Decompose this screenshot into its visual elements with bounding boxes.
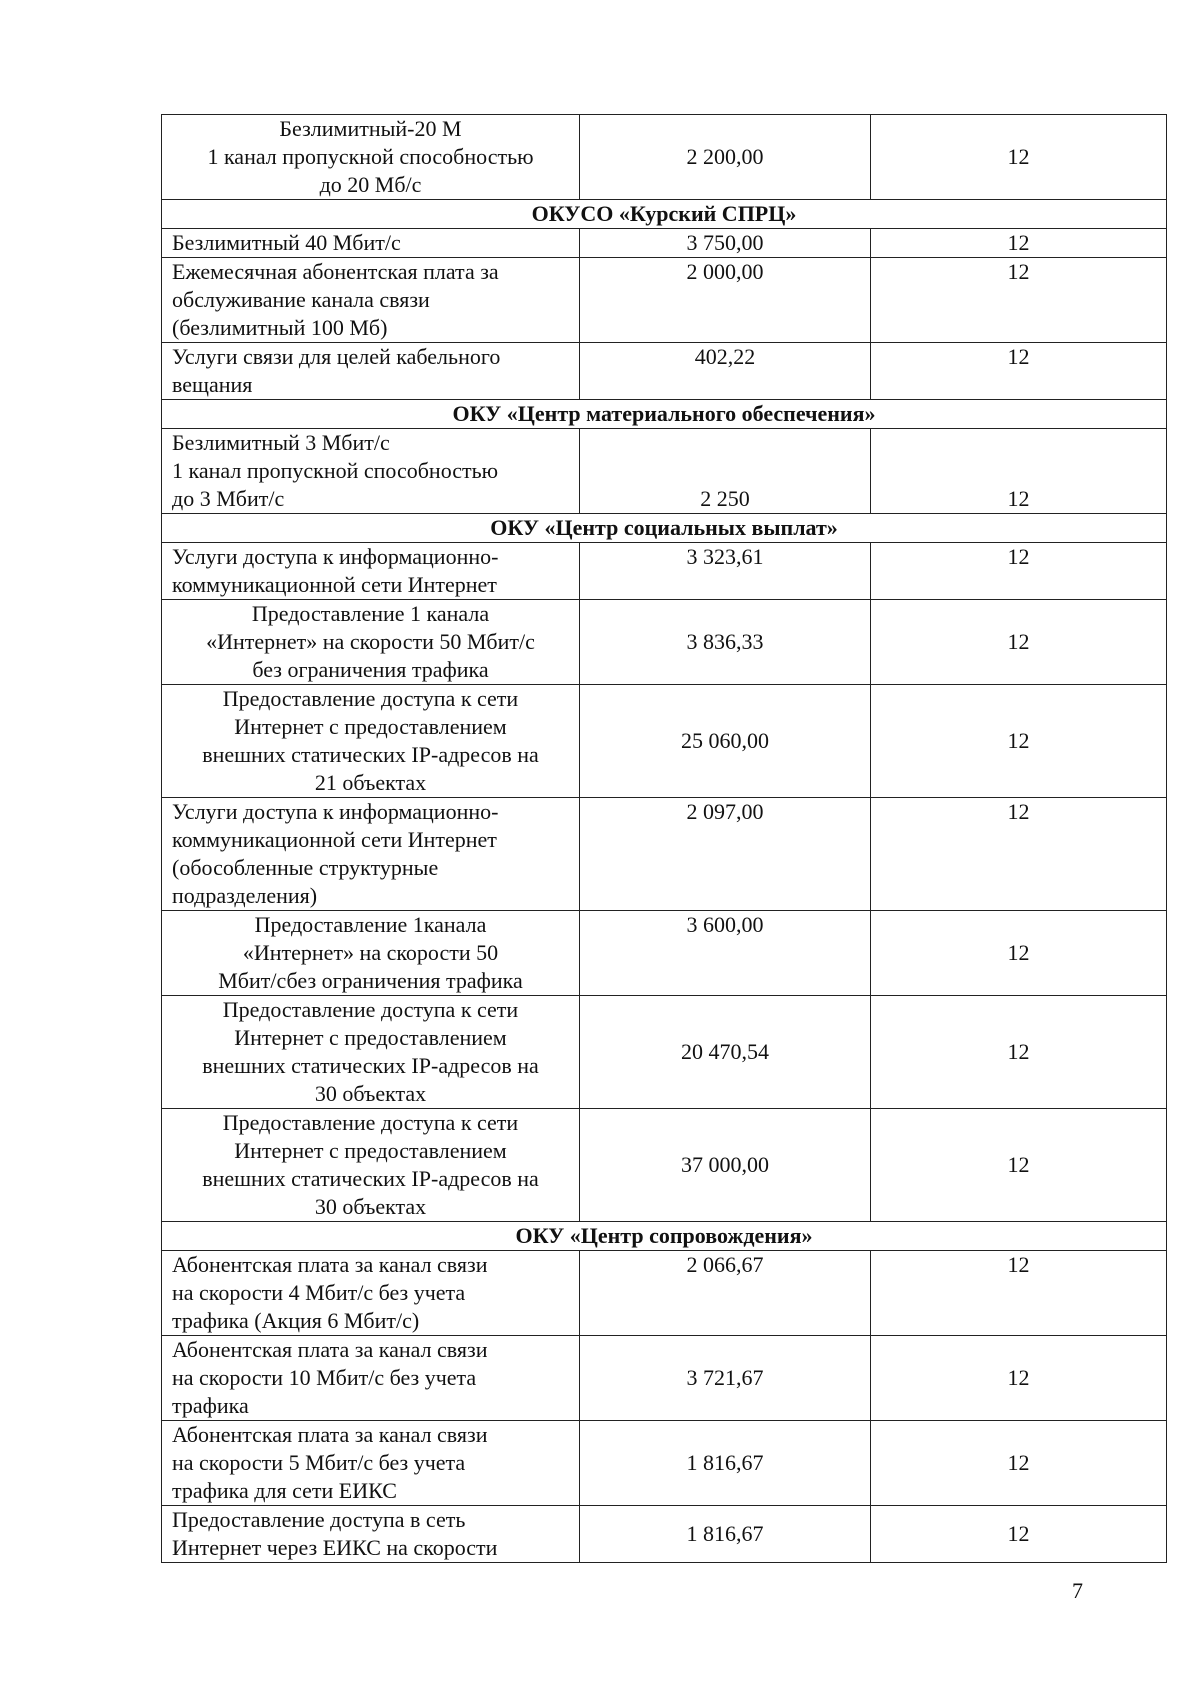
- service-description-cell: [162, 996, 580, 1109]
- table-row: [162, 429, 1167, 514]
- service-description-line: Интернет с предоставлением: [234, 1138, 507, 1163]
- months-count-cell: 12: [871, 229, 1167, 258]
- service-description-line: Безлимитный-20 М: [279, 116, 462, 141]
- service-description-line: Предоставление доступа к сети: [222, 1110, 519, 1135]
- monthly-price-cell: 3 600,00: [580, 911, 871, 996]
- service-description-line: Абонентская плата за канал связи: [172, 1337, 488, 1362]
- table-row: [162, 1251, 1167, 1336]
- service-description-cell: [162, 685, 580, 798]
- service-description-line: Абонентская плата за канал связи: [172, 1422, 488, 1447]
- monthly-price-cell: 3 323,61: [580, 543, 871, 600]
- service-description-cell: [162, 911, 580, 996]
- service-description-line: на скорости 10 Мбит/с без учета: [172, 1365, 477, 1390]
- service-description-line: внешних статических IP-адресов на: [202, 742, 539, 767]
- tariff-table-body: [162, 115, 1167, 1563]
- monthly-price-cell: 3 721,67: [580, 1336, 871, 1421]
- table-row: [162, 996, 1167, 1109]
- table-row: [162, 258, 1167, 343]
- service-description-cell: [162, 229, 580, 258]
- table-row: [162, 343, 1167, 400]
- months-count-cell: 12: [871, 115, 1167, 200]
- months-count-cell: 12: [871, 685, 1167, 798]
- table-row: [162, 115, 1167, 200]
- service-description-line: подразделения): [172, 883, 318, 908]
- service-description-line: внешних статических IP-адресов на: [202, 1053, 539, 1078]
- service-description-line: «Интернет» на скорости 50 Мбит/с: [206, 629, 535, 654]
- service-description-line: 30 объектах: [314, 1081, 427, 1106]
- service-description-line: Предоставление 1канала: [254, 912, 487, 937]
- service-description-line: внешних статических IP-адресов на: [202, 1166, 539, 1191]
- service-description-line: Предоставление доступа к сети: [222, 686, 519, 711]
- months-count-cell: 12: [871, 258, 1167, 343]
- monthly-price-cell: 1 816,67: [580, 1421, 871, 1506]
- section-header-row: [162, 400, 1167, 429]
- months-count-cell: 12: [871, 1251, 1167, 1336]
- months-count-cell: 12: [871, 1506, 1167, 1563]
- service-description-line: трафика: [172, 1393, 249, 1418]
- monthly-price-cell: 2 250: [580, 429, 871, 514]
- months-count-cell: 12: [871, 1109, 1167, 1222]
- monthly-price-cell: 25 060,00: [580, 685, 871, 798]
- service-description-line: вещания: [172, 372, 253, 397]
- service-description-cell: [162, 343, 580, 400]
- service-description-cell: [162, 1336, 580, 1421]
- service-description-line: Услуги связи для целей кабельного: [172, 344, 501, 369]
- page-number: 7: [1072, 1578, 1083, 1603]
- service-description-cell: [162, 600, 580, 685]
- months-count-cell: 12: [871, 600, 1167, 685]
- service-description-line: (безлимитный 100 Мб): [172, 315, 388, 340]
- service-description-line: Интернет с предоставлением: [234, 714, 507, 739]
- service-description-line: до 20 Мб/с: [319, 172, 422, 197]
- service-description-line: Безлимитный 40 Мбит/с: [172, 230, 401, 255]
- service-description-cell: [162, 258, 580, 343]
- tariff-table: [161, 114, 1167, 1563]
- table-row: [162, 600, 1167, 685]
- service-description-line: Безлимитный 3 Мбит/с: [172, 430, 390, 455]
- months-count-cell: 12: [871, 429, 1167, 514]
- service-description-line: трафика (Акция 6 Мбит/с): [172, 1308, 420, 1333]
- section-header-row: [162, 200, 1167, 229]
- service-description-line: 21 объектах: [314, 770, 427, 795]
- service-description-cell: [162, 1506, 580, 1563]
- service-description-line: Услуги доступа к информационно-: [172, 799, 499, 824]
- monthly-price-cell: 1 816,67: [580, 1506, 871, 1563]
- table-row: [162, 1506, 1167, 1563]
- monthly-price-cell: 3 750,00: [580, 229, 871, 258]
- service-description-cell: [162, 115, 580, 200]
- service-description-line: Интернет через ЕИКС на скорости: [172, 1535, 498, 1560]
- table-row: [162, 911, 1167, 996]
- section-title: ОКУ «Центр материального обеспечения»: [162, 400, 1167, 429]
- service-description-line: Предоставление 1 канала: [251, 601, 490, 626]
- section-header-row: [162, 514, 1167, 543]
- service-description-line: Ежемесячная абонентская плата за: [172, 259, 499, 284]
- service-description-line: обслуживание канала связи: [172, 287, 430, 312]
- service-description-line: «Интернет» на скорости 50: [242, 940, 499, 965]
- service-description-line: Услуги доступа к информационно-: [172, 544, 499, 569]
- service-description-line: Интернет с предоставлением: [234, 1025, 507, 1050]
- table-row: [162, 1336, 1167, 1421]
- service-description-line: Мбит/сбез ограничения трафика: [218, 968, 523, 993]
- service-description-line: трафика для сети ЕИКС: [172, 1478, 397, 1503]
- months-count-cell: 12: [871, 1421, 1167, 1506]
- months-count-cell: 12: [871, 543, 1167, 600]
- months-count-cell: 12: [871, 798, 1167, 911]
- service-description-cell: [162, 543, 580, 600]
- monthly-price-cell: 2 066,67: [580, 1251, 871, 1336]
- table-row: [162, 1421, 1167, 1506]
- months-count-cell: 12: [871, 1336, 1167, 1421]
- monthly-price-cell: 2 097,00: [580, 798, 871, 911]
- service-description-line: без ограничения трафика: [252, 657, 489, 682]
- table-row: [162, 1109, 1167, 1222]
- section-title: ОКУ «Центр социальных выплат»: [162, 514, 1167, 543]
- monthly-price-cell: 2 200,00: [580, 115, 871, 200]
- section-header-row: [162, 1222, 1167, 1251]
- service-description-line: Предоставление доступа в сеть: [172, 1507, 466, 1532]
- table-row: [162, 798, 1167, 911]
- months-count-cell: 12: [871, 996, 1167, 1109]
- table-row: [162, 229, 1167, 258]
- service-description-cell: [162, 429, 580, 514]
- section-title: ОКУСО «Курский СПРЦ»: [162, 200, 1167, 229]
- service-description-line: 30 объектах: [314, 1194, 427, 1219]
- service-description-line: Предоставление доступа к сети: [222, 997, 519, 1022]
- months-count-cell: 12: [871, 911, 1167, 996]
- service-description-line: коммуникационной сети Интернет: [172, 827, 497, 852]
- service-description-line: Абонентская плата за канал связи: [172, 1252, 488, 1277]
- service-description-line: 1 канал пропускной способностью: [172, 458, 499, 483]
- months-count-cell: 12: [871, 343, 1167, 400]
- section-title: ОКУ «Центр сопровождения»: [162, 1222, 1167, 1251]
- service-description-cell: [162, 798, 580, 911]
- service-description-line: (обособленные структурные: [172, 855, 439, 880]
- service-description-cell: [162, 1109, 580, 1222]
- service-description-cell: [162, 1421, 580, 1506]
- service-description-cell: [162, 1251, 580, 1336]
- service-description-line: 1 канал пропускной способностью: [207, 144, 534, 169]
- table-row: [162, 685, 1167, 798]
- monthly-price-cell: 402,22: [580, 343, 871, 400]
- service-description-line: на скорости 5 Мбит/с без учета: [172, 1450, 466, 1475]
- service-description-line: до 3 Мбит/с: [172, 486, 285, 511]
- monthly-price-cell: 20 470,54: [580, 996, 871, 1109]
- table-row: [162, 543, 1167, 600]
- service-description-line: коммуникационной сети Интернет: [172, 572, 497, 597]
- monthly-price-cell: 3 836,33: [580, 600, 871, 685]
- monthly-price-cell: 2 000,00: [580, 258, 871, 343]
- service-description-line: на скорости 4 Мбит/с без учета: [172, 1280, 466, 1305]
- monthly-price-cell: 37 000,00: [580, 1109, 871, 1222]
